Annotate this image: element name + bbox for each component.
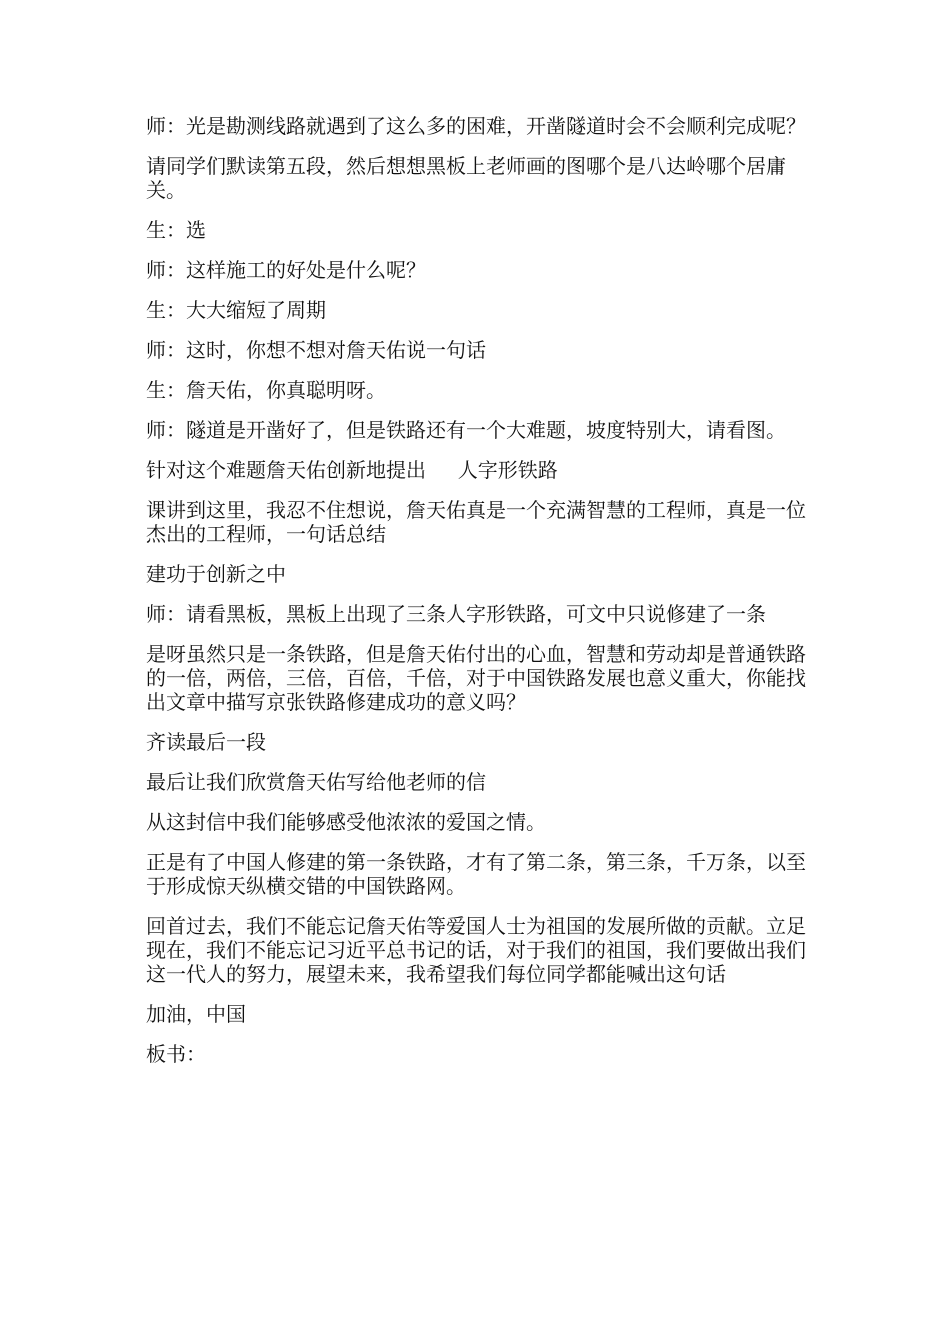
paragraph: 回首过去，我们不能忘记詹天佑等爱国人士为祖国的发展所做的贡献。立足现在，我们不能忘记习近平总书记的话，对于我们的祖国，我们要做出我们这一代人的努力，展望未来，我希望我们每位同学都能喊出这句话 <box>146 914 806 986</box>
paragraph: 是呀虽然只是一条铁路，但是詹天佑付出的心血，智慧和劳动却是普通铁路的一倍，两倍，三倍，百倍，千倍，对于中国铁路发展也意义重大，你能找出文章中描写京张铁路修建成功的意义吗？ <box>146 642 806 714</box>
paragraph: 齐读最后一段 <box>146 730 266 754</box>
paragraph: 板书： <box>146 1042 206 1066</box>
paragraph: 师：请看黑板，黑板上出现了三条人字形铁路，可文中只说修建了一条 <box>146 602 766 626</box>
paragraph: 生：詹天佑，你真聪明呀。 <box>146 378 386 402</box>
paragraph: 师：光是勘测线路就遇到了这么多的困难，开凿隧道时会不会顺利完成呢？ <box>146 114 806 138</box>
paragraph: 请同学们默读第五段，然后想想黑板上老师画的图哪个是八达岭哪个居庸关。 <box>146 154 786 202</box>
paragraph: 正是有了中国人修建的第一条铁路，才有了第二条，第三条，千万条，以至于形成惊天纵横交错的中国铁路网。 <box>146 850 806 898</box>
paragraph: 最后让我们欣赏詹天佑写给他老师的信 <box>146 770 486 794</box>
paragraph: 从这封信中我们能够感受他浓浓的爱国之情。 <box>146 810 546 834</box>
document-body <box>146 114 806 1082</box>
paragraph: 建功于创新之中 <box>146 562 286 586</box>
paragraph: 生：选 <box>146 218 206 242</box>
paragraph: 课讲到这里，我忍不住想说，詹天佑真是一个充满智慧的工程师，真是一位杰出的工程师，一句话总结 <box>146 498 806 546</box>
paragraph: 师：这时，你想不想对詹天佑说一句话 <box>146 338 486 362</box>
paragraph: 加油，中国 <box>146 1002 246 1026</box>
paragraph: 针对这个难题詹天佑创新地提出 人字形铁路 <box>146 458 558 482</box>
paragraph: 生：大大缩短了周期 <box>146 298 326 322</box>
paragraph: 师：这样施工的好处是什么呢？ <box>146 258 426 282</box>
paragraph: 师：隧道是开凿好了，但是铁路还有一个大难题，坡度特别大，请看图。 <box>146 418 786 442</box>
